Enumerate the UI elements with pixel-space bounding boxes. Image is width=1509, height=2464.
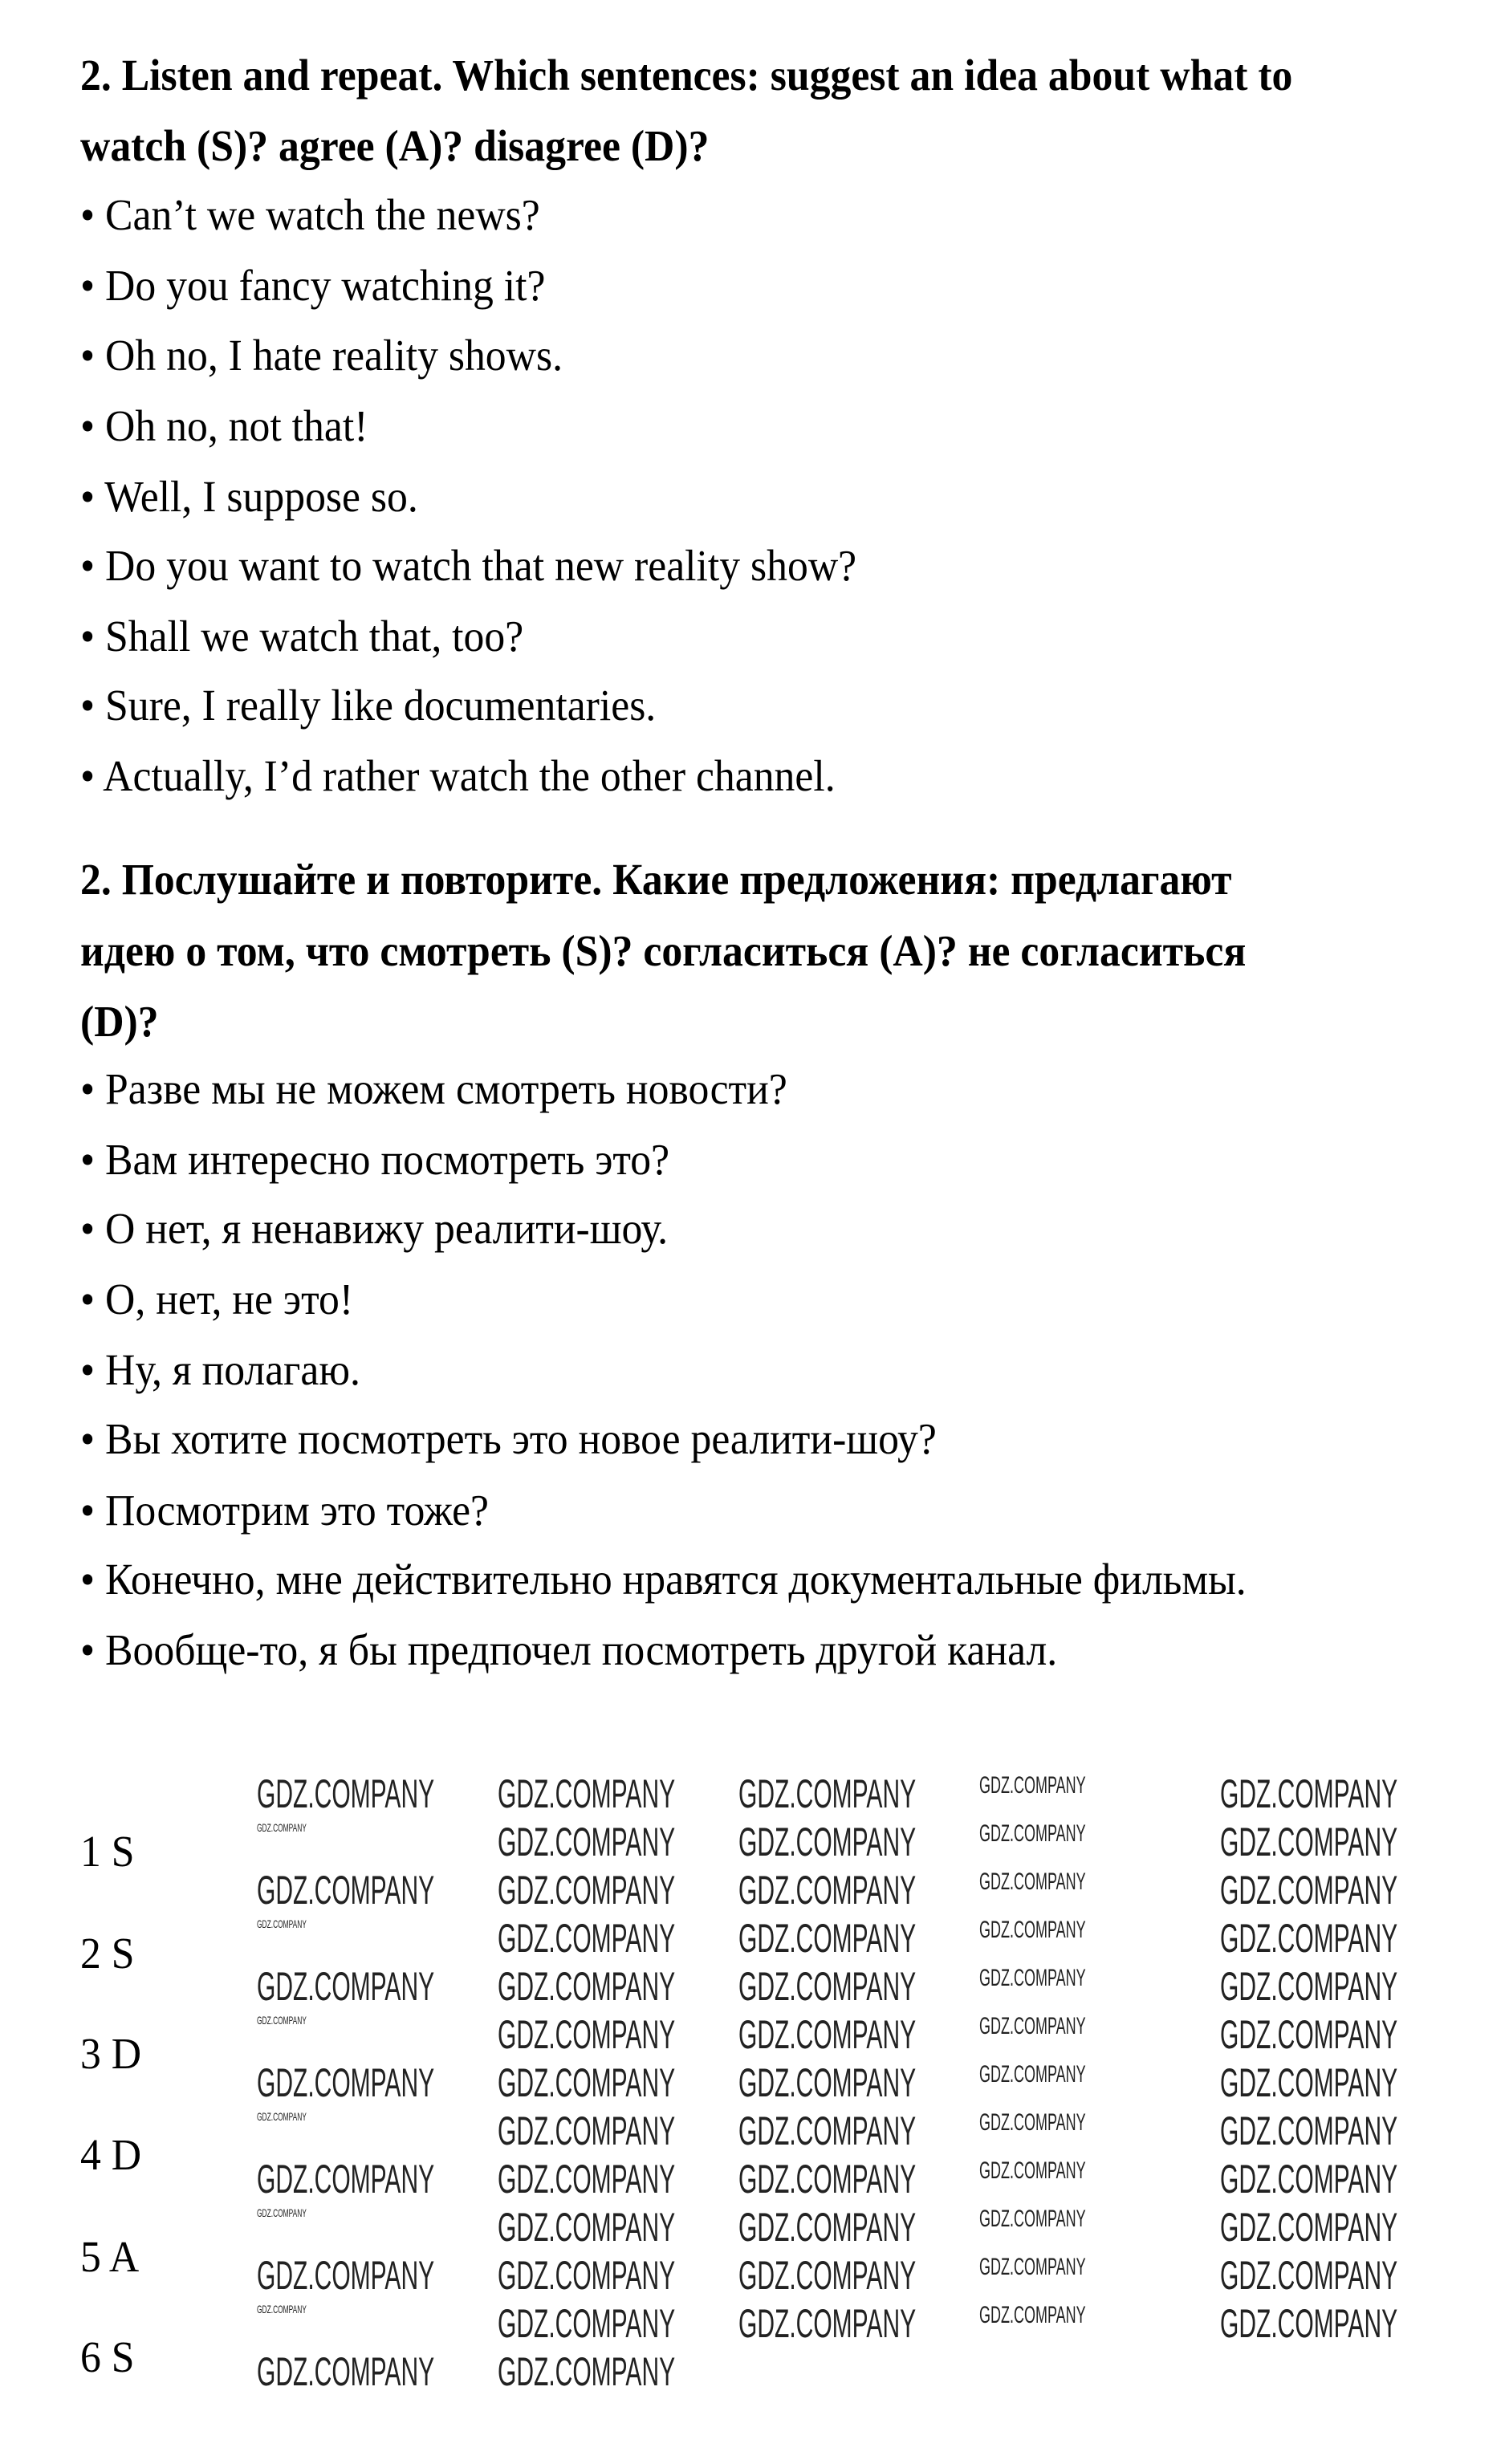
watermark-text: GDZ.COMPANY [738, 2108, 917, 2153]
watermark-text: GDZ.COMPANY [979, 2061, 1086, 2088]
list-item: • Конечно, мне действительно нравятся документальные фильмы. [80, 1555, 1247, 1604]
list-item: • Can’t we watch the news? [80, 190, 540, 239]
exercise-heading-russian-cont: идею о том, что смотреть (S)? согласиться (A)? не согласиться [80, 926, 1247, 975]
watermark-text: GDZ.COMPANY [738, 2253, 917, 2298]
watermark-text: GDZ.COMPANY [979, 2013, 1086, 2039]
list-item: • Shall we watch that, too? [80, 612, 524, 661]
watermark-text: GDZ.COMPANY [498, 1916, 676, 1961]
watermark-text: GDZ.COMPANY [738, 2157, 917, 2202]
list-item: • Вообще-то, я бы предпочел посмотреть другой канал. [80, 1625, 1058, 1674]
list-item: • О нет, я ненавижу реалити-шоу. [80, 1204, 669, 1253]
watermark-text: GDZ.COMPANY [498, 1868, 676, 1913]
watermark-text: GDZ.COMPANY [738, 2060, 917, 2105]
watermark-text: GDZ.COMPANY [257, 1821, 307, 1834]
watermark-text: GDZ.COMPANY [498, 2349, 676, 2394]
watermark-text: GDZ.COMPANY [979, 2254, 1086, 2280]
watermark-text: GDZ.COMPANY [979, 2109, 1086, 2136]
watermark-text: GDZ.COMPANY [1220, 1771, 1398, 1816]
list-item: • Actually, I’d rather watch the other channel. [80, 751, 836, 800]
watermark-text: GDZ.COMPANY [979, 2302, 1086, 2328]
watermark-text: GDZ.COMPANY [1220, 1964, 1398, 2009]
watermark-text: GDZ.COMPANY [257, 1917, 307, 1930]
watermark-text: GDZ.COMPANY [979, 1820, 1086, 1847]
list-item: • Вы хотите посмотреть это новое реалити-шоу? [80, 1414, 937, 1463]
watermark-text: GDZ.COMPANY [1220, 2157, 1398, 2202]
watermark-text: GDZ.COMPANY [498, 2012, 676, 2057]
watermark-text: GDZ.COMPANY [979, 2206, 1086, 2232]
list-item: • Do you fancy watching it? [80, 261, 546, 310]
watermark-text: GDZ.COMPANY [1220, 2012, 1398, 2057]
exercise-heading-english-cont: watch (S)? agree (A)? disagree (D)? [80, 121, 710, 170]
watermark-text: GDZ.COMPANY [498, 2301, 676, 2346]
watermark-text: GDZ.COMPANY [257, 2206, 307, 2219]
exercise-heading-english: 2. Listen and repeat. Which sentences: suggest an idea about what to [80, 51, 1293, 100]
watermark-text: GDZ.COMPANY [257, 2349, 435, 2394]
watermark-text: GDZ.COMPANY [498, 2253, 676, 2298]
watermark-text: GDZ.COMPANY [738, 1771, 917, 1816]
watermark-text: GDZ.COMPANY [257, 1868, 435, 1913]
watermark-text: GDZ.COMPANY [498, 2060, 676, 2105]
list-item: • Oh no, I hate reality shows. [80, 331, 563, 380]
watermark-text: GDZ.COMPANY [738, 1916, 917, 1961]
watermark-text: GDZ.COMPANY [1220, 1820, 1398, 1864]
list-item: • О, нет, не это! [80, 1275, 354, 1323]
answer-item: 1 S [80, 1827, 135, 1876]
answer-item: 3 D [80, 2029, 142, 2078]
watermark-text: GDZ.COMPANY [1220, 2060, 1398, 2105]
watermark-text: GDZ.COMPANY [498, 2205, 676, 2250]
watermark-text: GDZ.COMPANY [498, 1964, 676, 2009]
list-item: • Sure, I really like documentaries. [80, 681, 657, 730]
watermark-text: GDZ.COMPANY [1220, 1916, 1398, 1961]
list-item: • Разве мы не можем смотреть новости? [80, 1064, 787, 1113]
watermark-text: GDZ.COMPANY [979, 1965, 1086, 1991]
watermark-text: GDZ.COMPANY [257, 2060, 435, 2105]
watermark-text: GDZ.COMPANY [257, 2157, 435, 2202]
watermark-text: GDZ.COMPANY [498, 1771, 676, 1816]
watermark-text: GDZ.COMPANY [257, 1771, 435, 1816]
watermark-text: GDZ.COMPANY [1220, 2301, 1398, 2346]
watermark-text: GDZ.COMPANY [738, 2012, 917, 2057]
watermark-text: GDZ.COMPANY [257, 2303, 307, 2316]
list-item: • Вам интересно посмотреть это? [80, 1135, 670, 1184]
exercise-heading-russian: 2. Послушайте и повторите. Какие предложения: предлагают [80, 855, 1232, 904]
watermark-text: GDZ.COMPANY [498, 2157, 676, 2202]
watermark-text: GDZ.COMPANY [257, 2110, 307, 2123]
list-item: • Do you want to watch that new reality show? [80, 541, 857, 590]
exercise-heading-russian-end: (D)? [80, 997, 159, 1046]
watermark-text: GDZ.COMPANY [498, 2108, 676, 2153]
watermark-text: GDZ.COMPANY [738, 1964, 917, 2009]
watermark-text: GDZ.COMPANY [979, 1868, 1086, 1895]
watermark-text: GDZ.COMPANY [257, 2014, 307, 2027]
watermark-text: GDZ.COMPANY [1220, 1868, 1398, 1913]
watermark-text: GDZ.COMPANY [257, 1964, 435, 2009]
list-item: • Oh no, not that! [80, 401, 368, 450]
list-item: • Well, I suppose so. [80, 472, 418, 521]
watermark-text: GDZ.COMPANY [979, 1917, 1086, 1943]
watermark-text: GDZ.COMPANY [738, 2301, 917, 2346]
watermark-text: GDZ.COMPANY [1220, 2253, 1398, 2298]
watermark-text: GDZ.COMPANY [1220, 2205, 1398, 2250]
watermark-text: GDZ.COMPANY [738, 1868, 917, 1913]
watermark-text: GDZ.COMPANY [498, 1820, 676, 1864]
watermark-text: GDZ.COMPANY [979, 1772, 1086, 1799]
answer-item: 5 A [80, 2232, 140, 2281]
answer-item: 6 S [80, 2332, 135, 2381]
answer-item: 2 S [80, 1929, 135, 1978]
list-item: • Посмотрим это тоже? [80, 1486, 490, 1535]
list-item: • Ну, я полагаю. [80, 1345, 360, 1394]
watermark-text: GDZ.COMPANY [738, 2205, 917, 2250]
watermark-text: GDZ.COMPANY [1220, 2108, 1398, 2153]
answer-item: 4 D [80, 2130, 142, 2179]
watermark-text: GDZ.COMPANY [738, 1820, 917, 1864]
watermark-text: GDZ.COMPANY [979, 2157, 1086, 2184]
watermark-text: GDZ.COMPANY [257, 2253, 435, 2298]
